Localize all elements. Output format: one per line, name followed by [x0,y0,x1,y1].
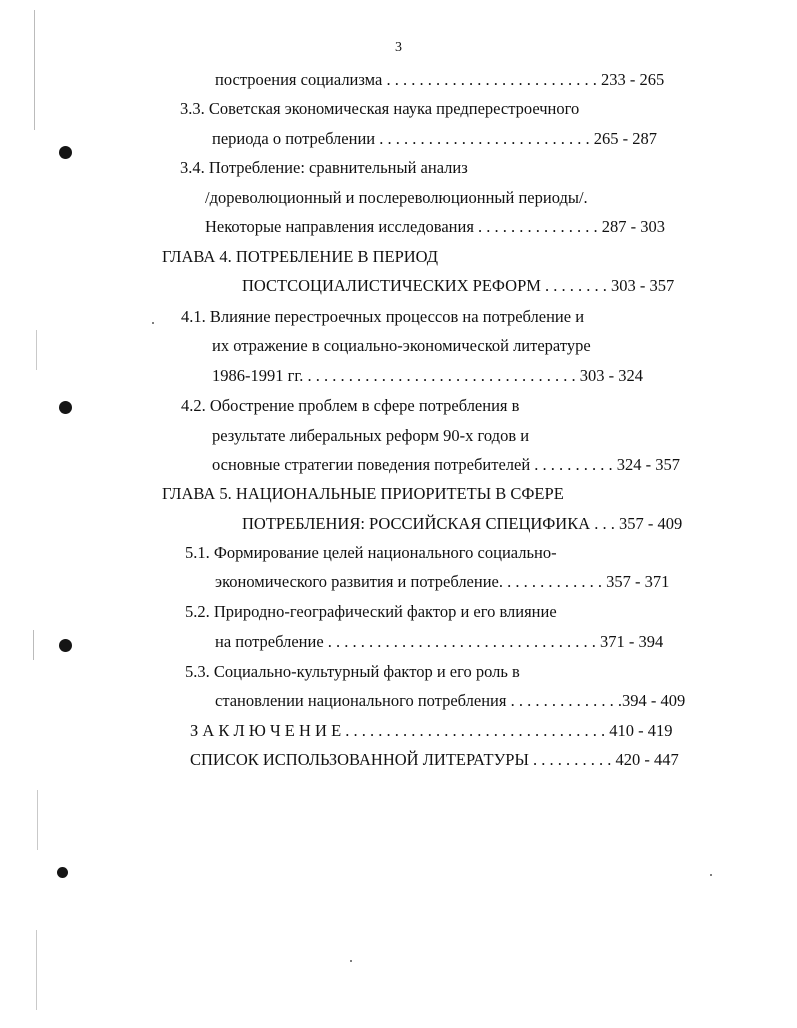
scan-speck [710,874,712,876]
toc-line: Некоторые направления исследования . . . . . . . . . . . . . . . 287 - 303 [205,217,666,236]
toc-line: З А К Л Ю Ч Е Н И Е . . . . . . . . . . . . . . . . . . . . . . . . . . . . . . . . 410 - 419 [190,721,673,740]
scan-edge-line [36,330,37,370]
toc-line: построения социализма . . . . . . . . . . . . . . . . . . . . . . . . . . 233 - 265 [215,70,665,89]
scan-edge-line [37,790,38,850]
toc-line: 5.3. Социально-культурный фактор и его роль в [185,662,520,681]
scan-speck [152,322,154,324]
toc-line: на потребление . . . . . . . . . . . . . . . . . . . . . . . . . . . . . . . . . 371 - 394 [215,632,664,651]
toc-line: их отражение в социально-экономической литературе [212,336,591,355]
toc-line: основные стратегии поведения потребителей . . . . . . . . . . 324 - 357 [212,455,681,474]
page-number: 3 [395,40,402,55]
toc-line: ПОСТСОЦИАЛИСТИЧЕСКИХ РЕФОРМ . . . . . . . . 303 - 357 [242,276,675,295]
toc-line: /дореволюционный и послереволюционный периоды/. [205,188,588,207]
toc-line: 5.2. Природно-географический фактор и его влияние [185,602,557,621]
toc-line: 4.1. Влияние перестроечных процессов на потребление и [181,307,585,326]
toc-line: 3.4. Потребление: сравнительный анализ [180,158,468,177]
punch-hole [59,146,72,159]
punch-hole [59,401,72,414]
toc-line: результате либеральных реформ 90-х годов и [212,426,530,445]
punch-hole [59,639,72,652]
scan-speck [350,960,352,962]
toc-line: ПОТРЕБЛЕНИЯ: РОССИЙСКАЯ СПЕЦИФИКА . . . 357 - 409 [242,514,683,533]
toc-line: СПИСОК ИСПОЛЬЗОВАННОЙ ЛИТЕРАТУРЫ . . . . . . . . . . 420 - 447 [190,750,679,769]
toc-line: экономического развития и потребление. . . . . . . . . . . . . 357 - 371 [215,572,670,591]
toc-line: периода о потреблении . . . . . . . . . . . . . . . . . . . . . . . . . . 265 - 287 [212,129,657,148]
toc-line: становлении национального потребления . . . . . . . . . . . . . .394 - 409 [215,691,686,710]
scan-edge-line [33,630,34,660]
toc-line: 3.3. Советская экономическая наука предперестроечного [180,99,580,118]
toc-line: ГЛАВА 4. ПОТРЕБЛЕНИЕ В ПЕРИОД [162,247,439,266]
scan-edge-line [34,10,35,130]
toc-line: 5.1. Формирование целей национального социально- [185,543,557,562]
scan-edge-line [36,930,37,1010]
punch-hole [57,867,68,878]
toc-line: 1986-1991 гг. . . . . . . . . . . . . . . . . . . . . . . . . . . . . . . . . . 303 - 324 [212,366,644,385]
toc-line: 4.2. Обострение проблем в сфере потребления в [181,396,520,415]
toc-line: ГЛАВА 5. НАЦИОНАЛЬНЫЕ ПРИОРИТЕТЫ В СФЕРЕ [162,484,564,503]
